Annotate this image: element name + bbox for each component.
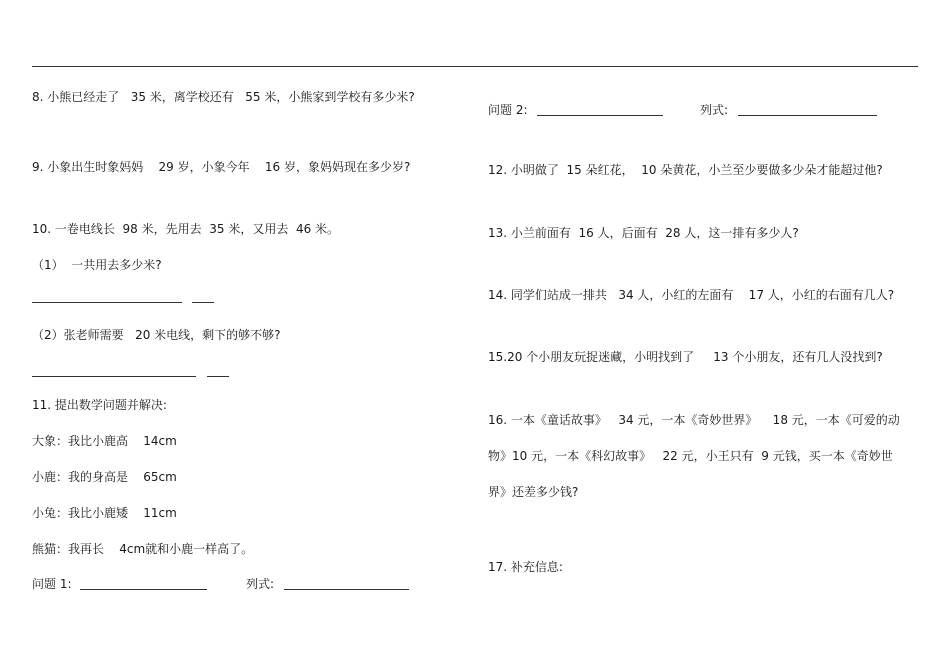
question-13: 13. 小兰前面有 16 人，后面有 28 人，这一排有多少人?	[488, 226, 799, 240]
answer-blank-10-2-unit[interactable]	[207, 376, 229, 377]
statement-deer: 小鹿：我的身高是 65cm	[32, 470, 177, 484]
statement-rabbit: 小兔：我比小鹿矮 11cm	[32, 506, 177, 520]
problem-1-blank[interactable]	[80, 589, 207, 590]
answer-blank-10-1[interactable]	[32, 302, 182, 303]
question-16-line-2: 物》10 元，一本《科幻故事》 22 元，小王只有 9 元钱，买一本《奇妙世	[488, 449, 893, 463]
question-10-part-2: （2）张老师需要 20 米电线，剩下的够不够?	[32, 328, 281, 342]
question-16-line-1: 16. 一本《童话故事》 34 元，一本《奇妙世界》 18 元，一本《可爱的动	[488, 413, 900, 427]
question-16-line-3: 界》还差多少钱?	[488, 485, 579, 499]
question-11: 11. 提出数学问题并解决:	[32, 398, 167, 412]
formula-1-label: 列式:	[246, 577, 275, 591]
statement-panda: 熊猫：我再长 4cm就和小鹿一样高了。	[32, 542, 254, 556]
question-12: 12. 小明做了 15 朵红花， 10 朵黄花，小兰至少要做多少朵才能超过他?	[488, 163, 883, 177]
answer-blank-10-2[interactable]	[32, 376, 196, 377]
question-8: 8. 小熊已经走了 35 米，离学校还有 55 米，小熊家到学校有多少米?	[32, 90, 415, 104]
question-9: 9. 小象出生时象妈妈 29 岁，小象今年 16 岁，象妈妈现在多少岁?	[32, 160, 411, 174]
problem-2-label: 问题 2:	[488, 103, 528, 117]
question-10-part-1: （1） 一共用去多少米?	[32, 258, 162, 272]
problem-1-label: 问题 1:	[32, 577, 72, 591]
answer-blank-10-1-unit[interactable]	[192, 302, 214, 303]
question-17: 17. 补充信息:	[488, 560, 563, 574]
statement-elephant: 大象：我比小鹿高 14cm	[32, 434, 177, 448]
header-rule	[32, 66, 918, 67]
formula-2-label: 列式:	[700, 103, 729, 117]
formula-2-blank[interactable]	[738, 115, 877, 116]
question-15: 15.20 个小朋友玩捉迷藏，小明找到了 13 个小朋友，还有几人没找到?	[488, 350, 883, 364]
problem-2-blank[interactable]	[537, 115, 663, 116]
formula-1-blank[interactable]	[284, 589, 409, 590]
question-10: 10. 一卷电线长 98 米，先用去 35 米，又用去 46 米。	[32, 222, 340, 236]
question-14: 14. 同学们站成一排共 34 人，小红的左面有 17 人，小红的右面有几人?	[488, 288, 895, 302]
